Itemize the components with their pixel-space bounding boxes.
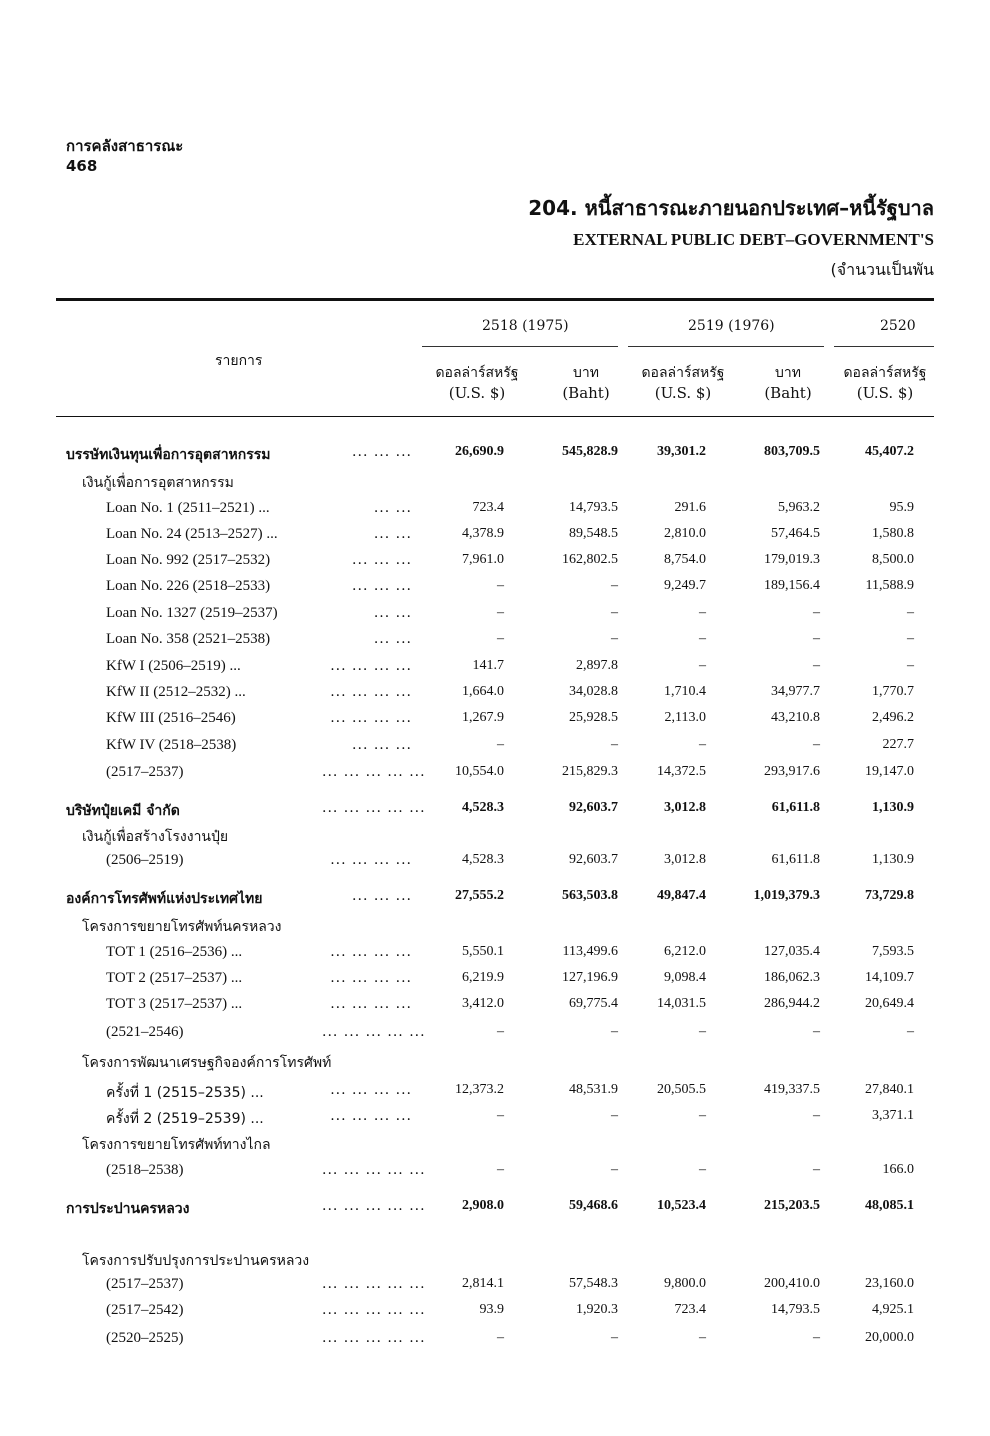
cell-value: 215,203.5 [764,1198,820,1213]
col-head-baht [548,362,624,402]
cell-value: 1,267.9 [462,710,504,725]
leader-dots: ... ... ... ... ... [322,1302,426,1318]
row-label: โครงการปรับปรุงการประปานครหลวง [82,1253,310,1269]
row-label: ครั้งที่ 1 (2515–2535) ... [106,1085,264,1101]
cell-value: 291.6 [674,500,706,515]
cell-value: 162,802.5 [562,552,618,567]
row-label: บรรษัทเงินทุนเพื่อการอุตสาหกรรม [66,447,271,463]
cell-value: 69,775.4 [569,996,618,1011]
cell-value: 1,664.0 [462,684,504,699]
cell-value: 23,160.0 [865,1276,914,1291]
row-label: โครงการขยายโทรศัพท์ทางไกล [82,1137,271,1153]
leader-dots: ... ... ... ... ... [322,764,426,780]
row-label: KfW III (2516–2546) [106,710,236,726]
leader-dots: ... ... ... ... [330,944,412,960]
cell-value: 563,503.8 [562,888,618,903]
cell-value: 1,710.4 [664,684,706,699]
leader-dots: ... ... ... [352,888,412,904]
cell-value: 3,012.8 [664,852,706,867]
row-label: Loan No. 1 (2511–2521) ... [106,500,270,516]
cell-value: – [497,1330,504,1345]
cell-value: – [699,658,706,673]
year-underline [628,346,824,347]
row-label: องค์การโทรศัพท์แห่งประเทศไทย [66,891,263,907]
row-label: บริษัทปุ๋ยเคมี จำกัด [66,803,180,819]
cell-value: 186,062.3 [764,970,820,985]
table-row [0,1330,990,1356]
cell-value: 9,098.4 [664,970,706,985]
table-row [0,684,990,710]
cell-value: 14,031.5 [657,996,706,1011]
table-row [0,444,990,470]
cell-value: 4,925.1 [872,1302,914,1317]
table-row [0,1134,990,1160]
cell-value: 723.4 [674,1302,706,1317]
table-row [0,1052,990,1078]
leader-dots: ... ... ... ... [330,1082,412,1098]
leader-dots: ... ... ... ... ... [322,1276,426,1292]
leader-dots: ... ... ... ... ... [322,800,426,816]
cell-value: 4,378.9 [462,526,504,541]
row-label: (2517–2537) [106,764,184,780]
cell-value: 20,000.0 [865,1330,914,1345]
cell-value: – [699,605,706,620]
cell-value: – [611,578,618,593]
cell-value: 26,690.9 [455,444,504,459]
cell-value: 27,840.1 [865,1082,914,1097]
running-header [66,136,183,176]
cell-value: 14,793.5 [771,1302,820,1317]
row-label: การประปานครหลวง [66,1201,190,1217]
row-label: KfW II (2512–2532) ... [106,684,246,700]
cell-value: 2,814.1 [462,1276,504,1291]
usd-th: ดอลล่าร์สหรัฐ [641,365,725,381]
table-row [0,472,990,498]
row-label: Loan No. 1327 (2519–2537) [106,605,278,621]
row-label: KfW I (2506–2519) ... [106,658,241,674]
cell-value: 20,649.4 [865,996,914,1011]
cell-value: 1,019,379.3 [753,888,820,903]
cell-value: 4,528.3 [462,800,504,815]
row-label: KfW IV (2518–2538) [106,737,237,753]
cell-value: 803,709.5 [764,444,820,459]
cell-value: – [699,1162,706,1177]
cell-value: – [611,1162,618,1177]
leader-dots: ... ... ... [352,444,412,460]
table-row [0,1108,990,1134]
cell-value: 2,810.0 [664,526,706,541]
row-label: (2518–2538) [106,1162,184,1178]
cell-value: 93.9 [479,1302,504,1317]
table-row [0,1162,990,1188]
cell-value: 14,372.5 [657,764,706,779]
usd-th: ดอลล่าร์สหรัฐ [435,365,519,381]
leader-dots: ... ... [373,526,412,542]
usd-en: (U.S. $) [654,384,712,402]
section-title: การคลังสาธารณะ [66,137,184,155]
table-title-th [528,192,934,224]
cell-value: 189,156.4 [764,578,820,593]
leader-dots: ... ... ... ... [330,684,412,700]
cell-value: 20,505.5 [657,1082,706,1097]
table-row [0,658,990,684]
cell-value: – [813,1330,820,1345]
cell-value: – [497,737,504,752]
leader-dots: ... ... ... ... ... [322,1198,426,1214]
cell-value: 419,337.5 [764,1082,820,1097]
leader-dots: ... ... [373,605,412,621]
cell-value: – [497,1024,504,1039]
cell-value: – [699,631,706,646]
leader-dots: ... ... ... ... [330,710,412,726]
cell-value: 89,548.5 [569,526,618,541]
cell-value: 27,555.2 [455,888,504,903]
cell-value: 92,603.7 [569,800,618,815]
cell-value: 61,611.8 [771,800,820,815]
table-row [0,710,990,736]
cell-value: – [497,605,504,620]
cell-value: – [611,737,618,752]
year-underline [422,346,618,347]
cell-value: 141.7 [472,658,504,673]
table-row [0,1024,990,1050]
cell-value: 2,113.0 [664,710,706,725]
table-row [0,578,990,604]
table-number: 204. [528,196,578,220]
cell-value: – [907,605,914,620]
cell-value: – [813,605,820,620]
cell-value: 293,917.6 [764,764,820,779]
row-label: (2520–2525) [106,1330,184,1346]
row-label: เงินกู้เพื่อการอุตสาหกรรม [82,475,234,491]
cell-value: 9,800.0 [664,1276,706,1291]
cell-value: 6,219.9 [462,970,504,985]
cell-value: 3,371.1 [872,1108,914,1123]
cell-value: 19,147.0 [865,764,914,779]
cell-value: 92,603.7 [569,852,618,867]
cell-value: – [497,1108,504,1123]
cell-value: – [907,658,914,673]
cell-value: 73,729.8 [865,888,914,903]
cell-value: – [699,1108,706,1123]
cell-value: 215,829.3 [562,764,618,779]
cell-value: 227.7 [882,737,914,752]
cell-value: 48,085.1 [865,1198,914,1213]
leader-dots: ... ... ... [352,737,412,753]
row-label: ครั้งที่ 2 (2519–2539) ... [106,1111,264,1127]
cell-value: 1,580.8 [872,526,914,541]
table-row [0,1198,990,1224]
cell-value: 166.0 [882,1162,914,1177]
table-title-en: EXTERNAL PUBLIC DEBT–GOVERNMENT'S [573,230,934,249]
cell-value: 127,035.4 [764,944,820,959]
table-row [0,1276,990,1302]
cell-value: 48,531.9 [569,1082,618,1097]
table-row [0,500,990,526]
leader-dots: ... ... ... ... [330,658,412,674]
cell-value: – [699,1024,706,1039]
cell-value: 12,373.2 [455,1082,504,1097]
row-label: Loan No. 24 (2513–2527) ... [106,526,278,542]
cell-value: 59,468.6 [569,1198,618,1213]
cell-value: – [813,658,820,673]
cell-value: – [611,631,618,646]
cell-value: 57,464.5 [771,526,820,541]
col-head-usd [832,362,938,402]
cell-value: 39,301.2 [657,444,706,459]
cell-value: 7,593.5 [872,944,914,959]
cell-value: 5,550.1 [462,944,504,959]
cell-value: 10,523.4 [657,1198,706,1213]
cell-value: 2,908.0 [462,1198,504,1213]
col-head-baht [750,362,826,402]
cell-value: – [813,1024,820,1039]
leader-dots: ... ... ... [352,578,412,594]
table-row [0,526,990,552]
cell-value: 43,210.8 [771,710,820,725]
cell-value: 545,828.9 [562,444,618,459]
row-label: Loan No. 992 (2517–2532) [106,552,271,568]
cell-value: 57,548.3 [569,1276,618,1291]
cell-value: 10,554.0 [455,764,504,779]
cell-value: 14,793.5 [569,500,618,515]
cell-value: 49,847.4 [657,888,706,903]
header-rule [56,416,934,417]
row-label: เงินกู้เพื่อสร้างโรงงานปุ๋ย [82,829,229,845]
row-label: TOT 2 (2517–2537) ... [106,970,243,986]
leader-dots: ... ... ... ... [330,1108,412,1124]
col-head-usd [630,362,736,402]
year-2518: 2518 (1975) [482,318,569,334]
table-row [0,944,990,970]
baht-en: (Baht) [764,384,812,402]
row-label: TOT 3 (2517–2537) ... [106,996,243,1012]
table-row [0,737,990,763]
year-2520: 2520 [880,318,916,334]
cell-value: 61,611.8 [771,852,820,867]
table-row [0,1082,990,1108]
cell-value: 1,920.3 [576,1302,618,1317]
leader-dots: ... ... ... ... [330,852,412,868]
table-row [0,764,990,790]
row-label: (2517–2537) [106,1276,184,1292]
cell-value: 25,928.5 [569,710,618,725]
cell-value: – [813,1162,820,1177]
leader-dots: ... ... [373,631,412,647]
cell-value: 113,499.6 [562,944,618,959]
table-row [0,1302,990,1328]
cell-value: – [611,1108,618,1123]
col-head-usd [424,362,530,402]
table-row [0,800,990,826]
table-row [0,916,990,942]
leader-dots: ... ... ... ... ... [322,1024,426,1040]
cell-value: 8,754.0 [664,552,706,567]
cell-value: – [699,1330,706,1345]
usd-en: (U.S. $) [448,384,506,402]
leader-dots: ... ... ... ... [330,996,412,1012]
cell-value: 200,410.0 [764,1276,820,1291]
cell-value: – [611,605,618,620]
row-label: Loan No. 226 (2518–2533) [106,578,271,594]
table-row [0,552,990,578]
row-label: (2521–2546) [106,1024,184,1040]
usd-th: ดอลล่าร์สหรัฐ [843,365,927,381]
cell-value: 5,963.2 [778,500,820,515]
cell-value: – [907,631,914,646]
cell-value: 127,196.9 [562,970,618,985]
table-row [0,631,990,657]
page-number: 468 [66,157,98,175]
cell-value: 2,897.8 [576,658,618,673]
cell-value: 9,249.7 [664,578,706,593]
leader-dots: ... ... ... ... ... [322,1330,426,1346]
top-rule [56,298,934,301]
cell-value: – [497,631,504,646]
row-label: (2517–2542) [106,1302,184,1318]
cell-value: – [611,1024,618,1039]
table-row [0,996,990,1022]
table-row [0,605,990,631]
cell-value: – [813,1108,820,1123]
cell-value: 723.4 [472,500,504,515]
cell-value: 14,109.7 [865,970,914,985]
cell-value: 286,944.2 [764,996,820,1011]
cell-value: 45,407.2 [865,444,914,459]
stub-heading: รายการ [215,353,263,369]
cell-value: – [813,737,820,752]
cell-value: 6,212.0 [664,944,706,959]
leader-dots: ... ... ... ... [330,970,412,986]
cell-value: 2,496.2 [872,710,914,725]
cell-value: 95.9 [889,500,914,515]
cell-value: 8,500.0 [872,552,914,567]
title-thai: หนี้สาธารณะภายนอกประเทศ–หนี้รัฐบาล [584,196,934,220]
row-label: Loan No. 358 (2521–2538) [106,631,271,647]
cell-value: – [497,1162,504,1177]
unit-note: (จำนวนเป็นพัน [830,260,934,279]
cell-value: 1,130.9 [872,852,914,867]
row-label: TOT 1 (2516–2536) ... [106,944,243,960]
cell-value: 3,412.0 [462,996,504,1011]
cell-value: 1,770.7 [872,684,914,699]
row-label: โครงการขยายโทรศัพท์นครหลวง [82,919,282,935]
table-row [0,970,990,996]
cell-value: – [611,1330,618,1345]
row-label: (2506–2519) [106,852,184,868]
baht-en: (Baht) [562,384,610,402]
baht-th: บาท [775,365,801,381]
cell-value: – [497,578,504,593]
row-label: โครงการพัฒนาเศรษฐกิจองค์การโทรศัพท์ [82,1055,332,1071]
cell-value: 4,528.3 [462,852,504,867]
usd-en: (U.S. $) [856,384,914,402]
cell-value: 179,019.3 [764,552,820,567]
cell-value: 1,130.9 [872,800,914,815]
table-row [0,1250,990,1276]
leader-dots: ... ... ... ... ... [322,1162,426,1178]
table-row [0,852,990,878]
cell-value: 3,012.8 [664,800,706,815]
cell-value: – [699,737,706,752]
table-row [0,826,990,852]
baht-th: บาท [573,365,599,381]
leader-dots: ... ... [373,500,412,516]
cell-value: – [813,631,820,646]
year-2519: 2519 (1976) [688,318,775,334]
cell-value: 34,028.8 [569,684,618,699]
cell-value: 7,961.0 [462,552,504,567]
cell-value: 11,588.9 [865,578,914,593]
leader-dots: ... ... ... [352,552,412,568]
cell-value: 34,977.7 [771,684,820,699]
year-underline [834,346,934,347]
cell-value: – [907,1024,914,1039]
table-row [0,888,990,914]
